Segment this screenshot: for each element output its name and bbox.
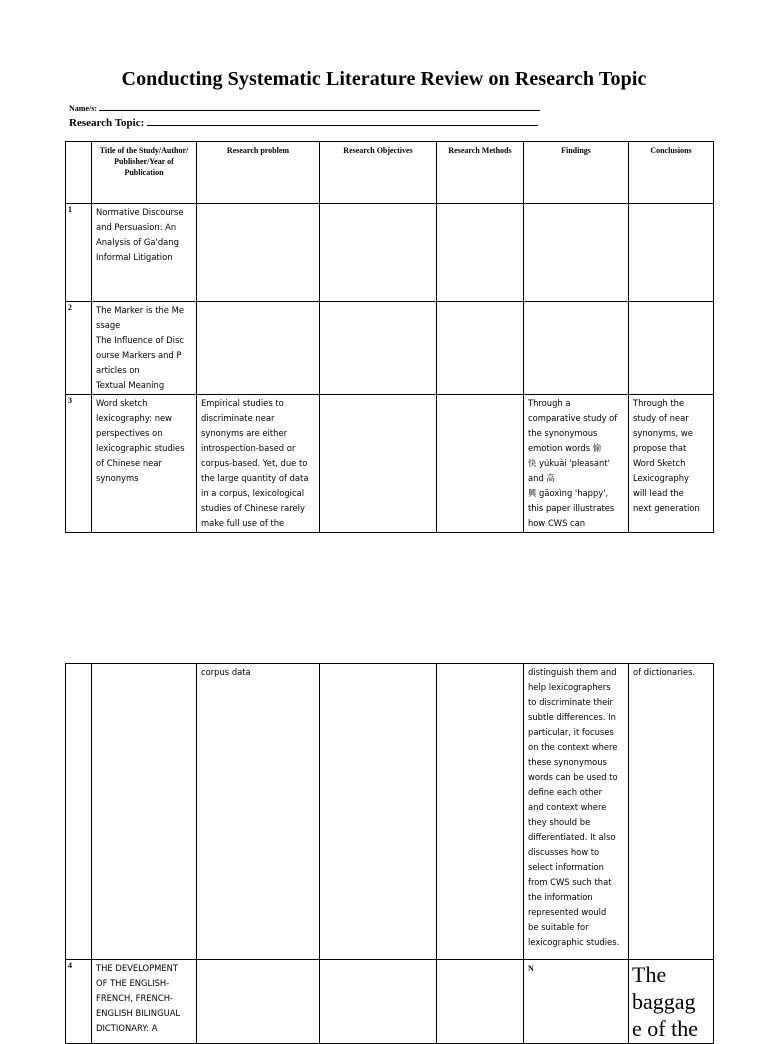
cell-text-line: FRENCH, FRENCH- xyxy=(96,993,174,1003)
cell-text-line: OF THE ENGLISH- xyxy=(96,978,170,988)
cell-research-problem xyxy=(197,664,320,960)
cell-findings xyxy=(524,204,629,302)
cell-findings xyxy=(524,664,629,960)
cell-conclusions xyxy=(629,204,714,302)
cell-text-line: make full use of the xyxy=(201,518,285,528)
row-number: 4 xyxy=(66,960,92,1044)
cell-text-line: of Chinese near xyxy=(96,458,162,468)
row-number: 2 xyxy=(66,302,92,395)
table-row xyxy=(66,664,714,960)
cell-text-line: comparative study of xyxy=(528,413,618,423)
cell-text-line: ourse Markers and P xyxy=(96,350,182,360)
cell-text-line: Informal Litigation xyxy=(96,252,173,262)
header-conclusions: Conclusions xyxy=(629,142,714,204)
name-field xyxy=(69,104,540,113)
cell-text-line: perspectives on xyxy=(96,428,163,438)
cell-text-line: represented would xyxy=(528,907,607,917)
cell-text-line: Word Sketch xyxy=(633,458,686,468)
cell-text-line: differentiated. It also xyxy=(528,832,616,842)
research-topic-field xyxy=(69,117,538,129)
cell-research-objectives xyxy=(320,960,437,1044)
cell-text-line: will lead the xyxy=(633,488,684,498)
cell-title xyxy=(92,395,197,533)
table-header-row xyxy=(66,142,714,204)
cell-text-line: introspection-based or xyxy=(201,443,296,453)
cell-text-line: lexicographic studies. xyxy=(528,937,620,947)
row-number xyxy=(66,664,92,960)
cell-text-line: corpus-based. Yet, due to xyxy=(201,458,308,468)
cell-text-line: synonyms, we xyxy=(633,428,693,438)
cell-text-line: this paper illustrates xyxy=(528,503,615,513)
cell-text-line: Lexicography xyxy=(633,473,690,483)
literature-review-table-continued xyxy=(65,663,714,1044)
cell-text-line: lexicographic studies xyxy=(96,443,185,453)
cell-text-line: and 高 xyxy=(528,473,555,483)
cell-title xyxy=(92,302,197,395)
cell-findings xyxy=(524,960,629,1044)
header-title: Title of the Study/Author/ Publisher/Year of Publication xyxy=(92,142,197,204)
cell-text-line: words can be used to xyxy=(528,772,618,782)
table-row xyxy=(66,204,714,302)
table-row xyxy=(66,960,714,1044)
cell-text-line: The Influence of Disc xyxy=(96,335,184,345)
cell-text-line: synonyms are either xyxy=(201,428,288,438)
cell-text-line: define each other xyxy=(528,787,603,797)
cell-text-line: the synonymous xyxy=(528,428,598,438)
cell-text-line: discusses how to xyxy=(528,847,600,857)
cell-text-line: ENGLISH BILINGUAL xyxy=(96,1008,181,1018)
cell-text-line: help lexicographers xyxy=(528,682,611,692)
cell-text-line: Empirical studies to xyxy=(201,398,284,408)
cell-research-objectives xyxy=(320,664,437,960)
cell-text-line: The xyxy=(632,962,667,987)
cell-text-line: distinguish them and xyxy=(528,667,617,677)
cell-text-line: to discriminate their xyxy=(528,697,613,707)
cell-text-line: DICTIONARY: A xyxy=(96,1023,158,1033)
cell-conclusions xyxy=(629,664,714,960)
cell-research-objectives xyxy=(320,204,437,302)
cell-text-line: Through the xyxy=(633,398,685,408)
table-row xyxy=(66,395,714,533)
cell-text-line: e of the xyxy=(632,1016,698,1041)
cell-research-problem xyxy=(197,302,320,395)
cell-text-line: studies of Chinese rarely xyxy=(201,503,305,513)
cell-text-line: the large quantity of data xyxy=(201,473,309,483)
cell-research-problem xyxy=(197,395,320,533)
cell-research-methods xyxy=(437,395,524,533)
cell-text-line: discriminate near xyxy=(201,413,275,423)
cell-text-line: from CWS such that xyxy=(528,877,612,887)
cell-text-line: subtle differences. In xyxy=(528,712,616,722)
cell-text-line: on the context where xyxy=(528,742,618,752)
cell-research-methods xyxy=(437,960,524,1044)
cell-text-line: The Marker is the Me xyxy=(96,305,184,315)
cell-findings xyxy=(524,395,629,533)
cell-text-line: THE DEVELOPMENT xyxy=(96,963,179,973)
cell-text-line: Word sketch xyxy=(96,398,148,408)
cell-research-objectives xyxy=(320,302,437,395)
row-number: 3 xyxy=(66,395,92,533)
cell-title xyxy=(92,664,197,960)
name-blank-line xyxy=(99,110,540,111)
cell-text-line: corpus data xyxy=(201,667,251,677)
cell-text-line: baggag xyxy=(632,989,696,1014)
cell-text-line: Through a xyxy=(528,398,571,408)
cell-conclusions xyxy=(629,395,714,533)
cell-text-line: lexicography: new xyxy=(96,413,172,423)
cell-text-line: these synonymous xyxy=(528,757,607,767)
cell-text-line: ssage xyxy=(96,320,121,330)
cell-title xyxy=(92,960,197,1044)
cell-text-line: Analysis of Ga'dang xyxy=(96,237,179,247)
header-findings: Findings xyxy=(524,142,629,204)
row-number: 1 xyxy=(66,204,92,302)
research-topic-label: Research Topic: xyxy=(69,117,145,129)
cell-text-line: articles on xyxy=(96,365,140,375)
cell-text-line: synonyms xyxy=(96,473,139,483)
cell-text-line: select information xyxy=(528,862,604,872)
header-research-objectives: Research Objectives xyxy=(320,142,437,204)
cell-text-line: be suitable for xyxy=(528,922,589,932)
document-title: Conducting Systematic Literature Review on Research Topic xyxy=(121,68,647,90)
cell-research-problem xyxy=(197,204,320,302)
cell-conclusions xyxy=(629,302,714,395)
cell-text-line: study of near xyxy=(633,413,689,423)
research-topic-blank-line xyxy=(147,125,538,126)
cell-research-objectives xyxy=(320,395,437,533)
cell-text-line: and Persuasion: An xyxy=(96,222,177,232)
cell-research-methods xyxy=(437,302,524,395)
cell-text-line: emotion words 愉 xyxy=(528,443,602,453)
cell-research-problem xyxy=(197,960,320,1044)
cell-text-line: of dictionaries. xyxy=(633,667,696,677)
cell-text-line: particular, it focuses xyxy=(528,727,614,737)
cell-text-line: Normative Discourse xyxy=(96,207,184,217)
cell-research-methods xyxy=(437,204,524,302)
cell-text-line: N xyxy=(528,964,534,973)
table-row xyxy=(66,302,714,395)
cell-text-line: Textual Meaning xyxy=(96,380,165,390)
header-number xyxy=(66,142,92,204)
name-label: Name/s: xyxy=(69,104,97,113)
cell-text-line: 興 gāoxìng 'happy', xyxy=(528,488,609,498)
cell-text-line: in a corpus, lexicological xyxy=(201,488,305,498)
cell-text-line: the information xyxy=(528,892,593,902)
cell-text-line: and context where xyxy=(528,802,607,812)
cell-text-line: next generation xyxy=(633,503,700,513)
header-research-problem: Research problem xyxy=(197,142,320,204)
cell-research-methods xyxy=(437,664,524,960)
literature-review-table xyxy=(65,141,714,533)
cell-text-line: 快 yúkuài 'pleasant' xyxy=(528,458,610,468)
cell-title xyxy=(92,204,197,302)
cell-text-line: they should be xyxy=(528,817,591,827)
header-research-methods: Research Methods xyxy=(437,142,524,204)
cell-text-line: how CWS can xyxy=(528,518,586,528)
cell-text-line: propose that xyxy=(633,443,687,453)
cell-conclusions xyxy=(629,960,714,1044)
cell-findings xyxy=(524,302,629,395)
